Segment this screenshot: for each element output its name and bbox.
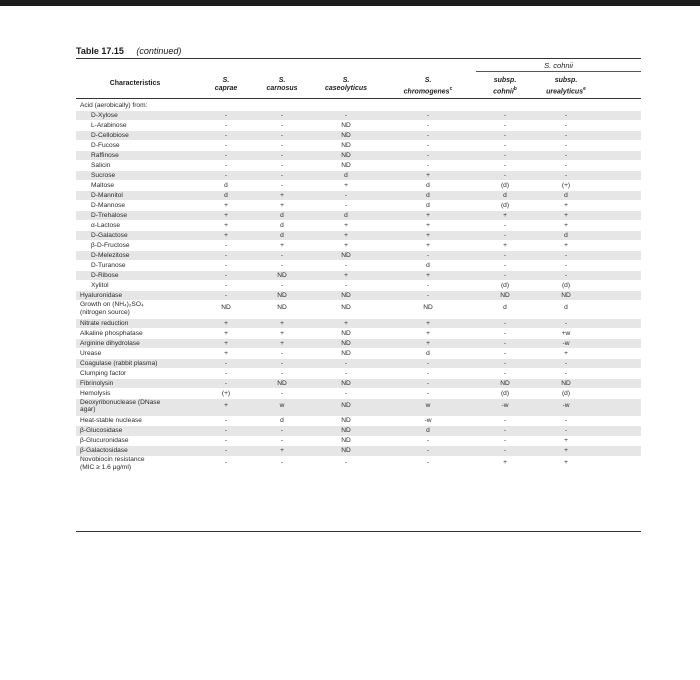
cell-chromogenes: - — [426, 292, 430, 299]
row-label: Xylitol — [91, 282, 109, 289]
cell-cohnii: - — [503, 437, 507, 445]
cell-urealyticus: ND — [561, 292, 571, 299]
table-row — [76, 191, 641, 200]
cell-caprae: + — [224, 212, 228, 219]
cell-cohnii: (d) — [500, 182, 510, 189]
cell-caprae: d — [224, 182, 228, 189]
row-label: Arginine dihydrolase — [80, 339, 140, 347]
cell-caprae: - — [224, 262, 228, 269]
cell-caseolyticus: ND — [341, 379, 351, 387]
row-label: L-Arabinose — [91, 122, 127, 129]
cell-cohnii: - — [503, 132, 507, 139]
cell-caprae: - — [224, 379, 228, 387]
cell-cohnii: (d) — [500, 389, 510, 397]
row-label: β-Glucuronidase — [80, 437, 129, 445]
cell-carnosus: - — [280, 437, 284, 445]
cell-caprae: - — [224, 359, 228, 367]
cell-caseolyticus: - — [344, 282, 348, 289]
cell-urealyticus: - — [564, 122, 568, 129]
cell-cohnii: - — [503, 272, 507, 279]
table-row — [76, 161, 641, 170]
column-header-line1: S. — [424, 77, 432, 84]
cell-caprae: d — [224, 192, 228, 199]
table-row — [76, 271, 641, 280]
table-row — [76, 446, 641, 455]
column-header-line1: subsp. — [554, 77, 578, 84]
cell-caprae: - — [224, 369, 228, 377]
row-label: D-Melezitose — [91, 252, 130, 259]
cell-urealyticus: - — [564, 142, 568, 149]
row-label: Deoxyribonuclease (DNase agar) — [80, 398, 161, 414]
cell-urealyticus: - — [564, 112, 568, 119]
cell-caseolyticus: d — [344, 172, 348, 179]
cell-cohnii: (d) — [500, 202, 510, 209]
cell-cohnii: - — [503, 319, 507, 327]
cell-caprae: - — [224, 142, 228, 149]
row-label: Growth on (NH₄)₂SO₄ (nitrogen source) — [80, 301, 144, 316]
table-row — [76, 261, 641, 270]
cell-urealyticus: + — [564, 222, 568, 229]
table-row — [76, 416, 641, 425]
cell-cohnii: - — [503, 447, 507, 455]
cell-chromogenes: d — [426, 262, 430, 269]
cell-caseolyticus: ND — [341, 292, 351, 299]
cell-chromogenes: + — [426, 232, 430, 239]
row-label: Fibrinolysin — [80, 379, 114, 387]
cell-chromogenes: - — [426, 112, 430, 119]
table-row — [76, 151, 641, 160]
cell-cohnii: (d) — [500, 282, 510, 289]
cell-carnosus: w — [279, 401, 285, 409]
table-row — [76, 141, 641, 150]
cell-carnosus: d — [280, 417, 284, 425]
table-row — [76, 201, 641, 210]
cell-cohnii: - — [503, 112, 507, 119]
cell-carnosus: - — [280, 389, 284, 397]
row-label: D-Turanose — [91, 262, 126, 269]
cell-carnosus: - — [280, 369, 284, 377]
row-label: D-Cellobiose — [91, 132, 129, 139]
cell-cohnii: - — [503, 369, 507, 377]
row-label: Hyaluronidase — [80, 292, 123, 299]
cell-caprae: - — [224, 437, 228, 445]
cell-cohnii: + — [503, 212, 507, 219]
cell-caseolyticus: - — [344, 262, 348, 269]
cell-cohnii: ND — [500, 379, 510, 387]
table-row — [76, 221, 641, 230]
cell-chromogenes: d — [426, 202, 430, 209]
cell-caseolyticus: - — [344, 202, 348, 209]
table-row — [76, 181, 641, 190]
table-row — [76, 436, 641, 445]
table-row — [76, 121, 641, 130]
cell-cohnii: - — [503, 152, 507, 159]
cell-chromogenes: d — [426, 182, 430, 189]
cell-caprae: - — [224, 447, 228, 455]
cell-urealyticus: - — [564, 252, 568, 259]
cell-caseolyticus: d — [344, 212, 348, 219]
cell-caseolyticus: ND — [341, 304, 351, 311]
cell-urealyticus: +w — [561, 329, 571, 337]
cell-carnosus: - — [280, 427, 284, 435]
cell-cohnii: - — [503, 329, 507, 337]
cell-caseolyticus: - — [344, 369, 348, 377]
cell-chromogenes: - — [426, 162, 430, 169]
cell-caprae: - — [224, 417, 228, 425]
cell-urealyticus: + — [564, 202, 568, 209]
cell-urealyticus: - — [564, 132, 568, 139]
row-label: Clumping factor — [80, 369, 127, 377]
cell-chromogenes: d — [426, 349, 430, 357]
cell-caseolyticus: ND — [341, 401, 351, 409]
cell-chromogenes: - — [426, 369, 430, 377]
table-row — [76, 339, 641, 348]
cell-urealyticus: - — [564, 272, 568, 279]
column-header-line2: urealyticus$^e$ — [546, 86, 586, 96]
cell-caprae: - — [224, 252, 228, 259]
cell-caprae: - — [224, 172, 228, 179]
cell-urealyticus: - — [564, 262, 568, 269]
column-header-line2: cohnii$^b$ — [493, 86, 517, 96]
cell-caprae: + — [224, 329, 228, 337]
cell-caprae: - — [224, 122, 228, 129]
table-row — [76, 131, 641, 140]
cell-chromogenes: w — [425, 401, 431, 409]
table-row — [76, 111, 641, 120]
cell-chromogenes: d — [426, 192, 430, 199]
table-row — [76, 211, 641, 220]
row-label: D-Trehalose — [91, 212, 128, 219]
cell-carnosus: + — [280, 319, 284, 327]
cell-urealyticus: + — [564, 242, 568, 249]
row-label: D-Xylose — [91, 112, 118, 119]
cell-chromogenes: + — [426, 242, 430, 249]
cell-urealyticus: d — [564, 192, 568, 199]
table-row — [76, 399, 641, 416]
cell-caprae: + — [224, 232, 228, 239]
cell-cohnii: - — [503, 222, 507, 229]
s-cohnii-group-header: S. cohnii — [544, 61, 573, 70]
cell-cohnii: - — [503, 172, 507, 179]
cell-caseolyticus: ND — [341, 349, 351, 357]
table-row — [76, 456, 641, 473]
cell-chromogenes: - — [426, 447, 430, 455]
cell-caprae: ND — [221, 304, 231, 311]
cell-cohnii: -w — [501, 401, 509, 409]
cell-urealyticus: - — [564, 417, 568, 425]
row-label: D-Mannitol — [91, 192, 123, 199]
cell-cohnii: - — [503, 349, 507, 357]
row-label: Sucrose — [91, 172, 116, 179]
cell-urealyticus: - — [564, 162, 568, 169]
cell-cohnii: d — [503, 304, 507, 311]
table-row — [76, 369, 641, 378]
cell-carnosus: + — [280, 192, 284, 199]
cell-urealyticus: ND — [561, 379, 571, 387]
row-label: Coagulase (rabbit plasma) — [80, 359, 158, 367]
cell-cohnii: - — [503, 122, 507, 129]
cell-caprae: - — [224, 272, 228, 279]
table-row — [76, 426, 641, 435]
cell-chromogenes: + — [426, 339, 430, 347]
cell-carnosus: - — [280, 349, 284, 357]
cell-cohnii: - — [503, 262, 507, 269]
cell-chromogenes: - — [426, 359, 430, 367]
cell-urealyticus: (d) — [561, 389, 571, 397]
cell-urealyticus: - — [564, 152, 568, 159]
row-label: Raffinose — [91, 152, 119, 159]
cell-urealyticus: d — [564, 304, 568, 311]
table-row — [76, 349, 641, 358]
cell-carnosus: - — [280, 132, 284, 139]
table-bottom-rule — [76, 531, 641, 532]
cell-urealyticus: - — [564, 359, 568, 367]
cell-caprae: - — [224, 152, 228, 159]
table-row — [76, 231, 641, 240]
cell-urealyticus: + — [564, 212, 568, 219]
cell-urealyticus: - — [564, 427, 568, 435]
cell-caprae: - — [224, 132, 228, 139]
cell-urealyticus: - — [564, 172, 568, 179]
cell-caseolyticus: ND — [341, 447, 351, 455]
cell-carnosus: d — [280, 232, 284, 239]
row-label: D-Ribose — [91, 272, 119, 279]
column-header-line2: caseolyticus — [324, 85, 368, 92]
row-label: D-Mannose — [91, 202, 126, 209]
cell-cohnii: - — [503, 339, 507, 347]
column-header-line2: chromogenes$^c$ — [403, 86, 453, 96]
cell-caprae: + — [224, 319, 228, 327]
cell-chromogenes: -w — [424, 417, 432, 425]
cell-caprae: - — [224, 112, 228, 119]
cell-caseolyticus: ND — [341, 252, 351, 259]
cell-chromogenes: d — [426, 427, 430, 435]
table-row — [76, 389, 641, 398]
cell-chromogenes: - — [426, 132, 430, 139]
cell-cohnii: - — [503, 427, 507, 435]
cell-chromogenes: - — [426, 252, 430, 259]
cell-urealyticus: d — [564, 232, 568, 239]
cell-caprae: - — [224, 282, 228, 289]
row-label: Salicin — [91, 162, 111, 169]
cell-chromogenes: - — [426, 437, 430, 445]
cell-chromogenes: + — [426, 172, 430, 179]
table-row — [76, 359, 641, 368]
table-row — [76, 319, 641, 328]
table-row — [76, 301, 641, 318]
cell-urealyticus: + — [564, 349, 568, 357]
cell-caseolyticus: ND — [341, 152, 351, 159]
column-header-line1: S. — [222, 77, 230, 84]
cell-caseolyticus: ND — [341, 417, 351, 425]
table-row — [76, 379, 641, 388]
cell-caprae: - — [224, 162, 228, 169]
cell-carnosus: + — [280, 447, 284, 455]
table-row — [76, 171, 641, 180]
cell-caseolyticus: ND — [341, 329, 351, 337]
cell-caprae: - — [224, 427, 228, 435]
cell-caseolyticus: ND — [341, 162, 351, 169]
cell-carnosus: - — [280, 112, 284, 119]
footnote-marker: e — [583, 86, 586, 92]
cell-carnosus: - — [280, 152, 284, 159]
table-number: Table 17.15 — [76, 46, 124, 56]
cell-caseolyticus: ND — [341, 142, 351, 149]
cell-carnosus: - — [280, 359, 284, 367]
cell-urealyticus: -w — [562, 401, 570, 409]
cell-carnosus: - — [280, 282, 284, 289]
cell-caseolyticus: - — [344, 359, 348, 367]
cell-caseolyticus: ND — [341, 437, 351, 445]
cell-carnosus: - — [280, 122, 284, 129]
cell-caseolyticus: - — [344, 112, 348, 119]
cell-cohnii: - — [503, 142, 507, 149]
cell-carnosus: d — [280, 222, 284, 229]
column-header-line2: carnosus — [266, 85, 298, 92]
cell-caseolyticus: + — [344, 319, 348, 327]
cell-carnosus: ND — [277, 379, 287, 387]
cell-carnosus: - — [280, 172, 284, 179]
cell-caprae: - — [224, 242, 228, 249]
cell-cohnii: - — [503, 162, 507, 169]
row-label: Heat-stable nuclease — [80, 417, 142, 425]
row-label: α-Lactose — [91, 222, 121, 229]
cell-chromogenes: - — [426, 152, 430, 159]
cell-chromogenes: ND — [423, 304, 433, 311]
cell-caseolyticus: ND — [341, 427, 351, 435]
row-label: Hemolysis — [80, 389, 111, 397]
cell-caseolyticus: - — [344, 459, 348, 467]
table-row — [76, 241, 641, 250]
column-header-line1: S. — [278, 77, 286, 84]
row-label: Acid (aerobically) from: — [80, 102, 148, 109]
row-label: β-D-Fructose — [91, 242, 130, 249]
cell-chromogenes: - — [426, 379, 430, 387]
cell-urealyticus: - — [564, 319, 568, 327]
table-continued-note: (continued) — [136, 46, 182, 56]
cell-caseolyticus: + — [344, 242, 348, 249]
cell-caprae: + — [224, 222, 228, 229]
footnote-marker: c — [449, 86, 453, 92]
cell-chromogenes: + — [426, 222, 430, 229]
cell-caprae: (+) — [221, 389, 231, 397]
row-label: β-Glucosidase — [80, 427, 123, 435]
row-label: Novobiocin resistance (MIC ≥ 1.6 μg/ml) — [80, 456, 145, 471]
cell-chromogenes: + — [426, 272, 430, 279]
cell-carnosus: - — [280, 142, 284, 149]
cell-carnosus: ND — [277, 272, 287, 279]
table-row — [76, 329, 641, 338]
cell-caseolyticus: + — [344, 222, 348, 229]
cell-caseolyticus: ND — [341, 339, 351, 347]
row-label: Maltose — [91, 182, 115, 189]
row-label: Nitrate reduction — [80, 319, 129, 327]
cell-urealyticus: (+) — [561, 182, 571, 189]
cell-cohnii: + — [503, 459, 507, 467]
cell-urealyticus: -w — [562, 339, 570, 347]
table-row — [76, 101, 641, 110]
cell-carnosus: ND — [277, 304, 287, 311]
cell-cohnii: - — [503, 252, 507, 259]
cell-carnosus: - — [280, 262, 284, 269]
cell-caprae: + — [224, 401, 228, 409]
cell-carnosus: + — [280, 242, 284, 249]
table-row — [76, 281, 641, 290]
cell-cohnii: - — [503, 232, 507, 239]
column-header-line1: S. — [342, 77, 350, 84]
cell-caseolyticus: - — [344, 389, 348, 397]
cell-chromogenes: + — [426, 329, 430, 337]
cell-urealyticus: + — [564, 447, 568, 455]
cell-urealyticus: (d) — [561, 282, 571, 289]
cell-chromogenes: + — [426, 319, 430, 327]
cell-carnosus: - — [280, 182, 284, 189]
row-label: Urease — [80, 349, 102, 357]
cell-carnosus: ND — [277, 292, 287, 299]
column-header-line1: subsp. — [493, 77, 517, 84]
cell-caprae: - — [224, 459, 228, 467]
footnote-marker: b — [513, 86, 517, 92]
column-header-line2: caprae — [214, 85, 238, 92]
cell-caseolyticus: - — [344, 192, 348, 199]
cell-chromogenes: - — [426, 122, 430, 129]
cell-carnosus: d — [280, 212, 284, 219]
row-label: D-Fucose — [91, 142, 120, 149]
cell-caprae: - — [224, 292, 228, 299]
characteristics-header: Characteristics — [109, 80, 161, 87]
table-row — [76, 251, 641, 260]
cell-caprae: + — [224, 339, 228, 347]
cell-caseolyticus: ND — [341, 122, 351, 129]
cell-cohnii: ND — [500, 292, 510, 299]
cell-carnosus: - — [280, 459, 284, 467]
table-row — [76, 291, 641, 300]
cell-chromogenes: - — [426, 142, 430, 149]
cell-caseolyticus: + — [344, 182, 348, 189]
row-label: D-Galactose — [91, 232, 128, 239]
row-label: β-Galactosidase — [80, 447, 128, 455]
cell-cohnii: d — [503, 192, 507, 199]
cell-caprae: + — [224, 349, 228, 357]
cell-carnosus: + — [280, 329, 284, 337]
cell-caseolyticus: ND — [341, 132, 351, 139]
cell-carnosus: + — [280, 339, 284, 347]
cell-caseolyticus: + — [344, 272, 348, 279]
cell-cohnii: + — [503, 242, 507, 249]
cell-carnosus: - — [280, 252, 284, 259]
cell-carnosus: + — [280, 202, 284, 209]
cell-chromogenes: + — [426, 212, 430, 219]
cell-caseolyticus: + — [344, 232, 348, 239]
cell-cohnii: - — [503, 417, 507, 425]
cell-urealyticus: - — [564, 369, 568, 377]
cell-carnosus: - — [280, 162, 284, 169]
cell-chromogenes: - — [426, 282, 430, 289]
cell-urealyticus: + — [564, 437, 568, 445]
cell-caprae: + — [224, 202, 228, 209]
cell-urealyticus: + — [564, 459, 568, 467]
cell-cohnii: - — [503, 359, 507, 367]
cell-chromogenes: - — [426, 459, 430, 467]
cell-chromogenes: - — [426, 389, 430, 397]
row-label: Alkaline phosphatase — [80, 329, 143, 337]
